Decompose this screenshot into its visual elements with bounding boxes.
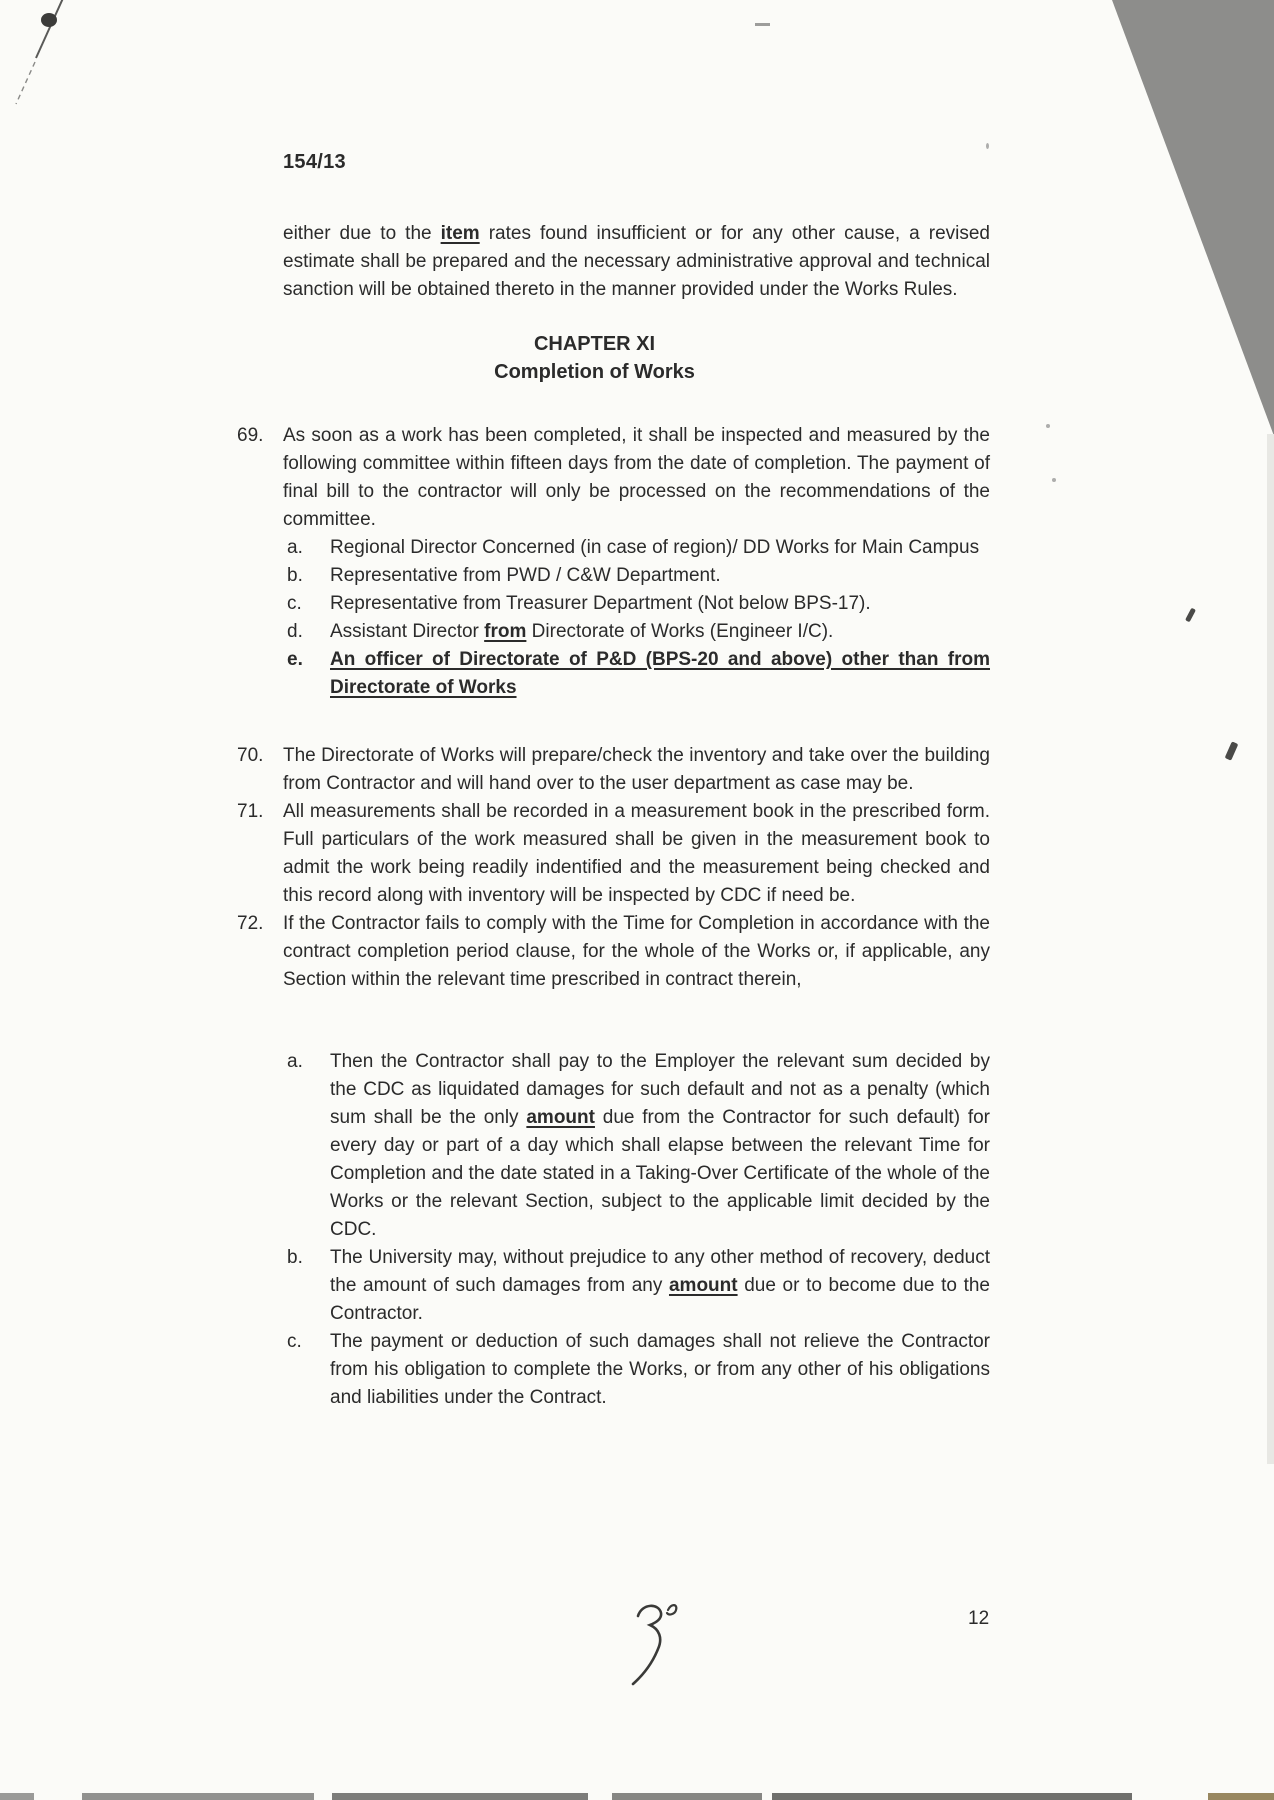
scan-bottom-strip [612,1793,762,1800]
scan-edge-mark [1225,741,1239,760]
intro-emphasis: item [440,223,480,244]
sub-text [330,1048,990,1244]
sub-letter: b. [287,1247,303,1268]
clause-number: 70. [237,745,264,766]
sub-text-part: Assistant Director [330,621,485,642]
clause-69-sub-d [287,618,990,646]
scan-speck [1046,424,1050,428]
clause-number: 71. [237,801,264,822]
sub-text-emphasis: An officer of Directorate of P&D (BPS-20 and above) other than from Directorate of Works [330,649,990,698]
sub-text [330,618,990,646]
clause-69-sub-a [287,534,990,562]
clause-body [283,798,990,910]
sub-letter: d. [287,621,303,642]
sub-letter: c. [287,593,302,614]
clause-72 [237,910,990,1412]
scan-bottom-strip [772,1793,1132,1800]
sub-text-emphasis: from [484,621,527,642]
sub-letter: b. [287,565,303,586]
sub-letter: a. [287,1051,303,1072]
sub-text-part: due or to become due to the Contractor. [330,1275,991,1324]
sub-text: The payment or deduction of such damages shall not relieve the Contractor from his obligation to complete the Works, or from any other of his obligations and liabilities under the Contract. [330,1331,990,1408]
scan-bottom-strip [82,1793,314,1800]
clause-body [283,742,990,798]
sub-letter: c. [287,1331,302,1352]
sub-letter: a. [287,537,303,558]
sub-text [330,646,990,702]
clause-text: As soon as a work has been completed, it shall be inspected and measured by the following committee within fifteen days from the date of completion. The payment of final bill to the contractor will only be processed on the recommendations of the committee. [283,425,990,530]
scan-bottom-strip [1208,1793,1274,1800]
intro-text: rates found insufficient or for any other cause, a revised estimate shall be prepared and the necessary administrative approval and technical sanction will be obtained thereto in the manner provided under the Works Rules. [283,223,990,300]
clause-71 [237,798,990,910]
clause-69 [237,422,990,702]
scan-bottom-strip [332,1793,588,1800]
scan-bottom-strip [0,1793,34,1800]
sub-text-part: The University may, without prejudice to any other method of recovery, deduct the amount of such damages from any [330,1247,990,1296]
clause-69-sub-e [287,646,990,702]
scan-speck [1052,478,1056,482]
clause-72-sub-b [287,1244,990,1328]
clause-text: All measurements shall be recorded in a measurement book in the prescribed form. Full particulars of the work measured shall be given in the measurement book to admit the work being readily indentified and the measurement being checked and this record along with inventory will be inspected by CDC if need be. [283,801,990,906]
clause-number: 72. [237,913,264,934]
sub-text [330,1244,990,1328]
document-ref-number: 154/13 [283,151,346,173]
clause-text: If the Contractor fails to comply with the Time for Completion in accordance with the contract completion period clause, for the whole of the Works or, if applicable, any Section within the relevant time prescribed in contract therein, [283,913,990,990]
scan-edge-strip [1267,434,1274,1464]
scan-corner-shadow [1108,0,1274,436]
chapter-subtitle: Completion of Works [494,361,695,383]
sub-text: Representative from PWD / C&W Department. [330,565,721,586]
scan-dash-mark [755,23,770,26]
clause-69-sub-b [287,562,990,590]
clause-72-sub-c [287,1328,990,1412]
clause-body [283,910,990,1412]
clause-text: The Directorate of Works will prepare/check the inventory and take over the building from Contractor and will hand over to the user department as case may be. [283,745,990,794]
intro-text: either due to the [283,223,441,244]
sub-text-part: Then the Contractor shall pay to the Employer the relevant sum decided by the CDC as liquidated damages for such default and not as a penalty (which sum shall be the only [330,1051,990,1128]
document-body [237,148,990,1412]
chapter-heading-block [241,330,948,386]
handwritten-mark [630,1600,700,1700]
sub-text: Representative from Treasurer Department (Not below BPS-17). [330,593,871,614]
sub-text-emphasis: amount [668,1275,738,1296]
sub-letter: e. [287,649,303,670]
clause-72-sub-a [287,1048,990,1244]
sub-text-part: due from the Contractor for such default) for every day or part of a day which shall elapse between the relevant Time for Completion and the date stated in a Taking-Over Certificate of the whole of the Works or the relevant Section, subject to the applicable limit decided by the CDC. [330,1107,991,1240]
sub-text-emphasis: amount [526,1107,595,1128]
page-number: 12 [968,1608,990,1629]
pen-slash-mark [8,0,88,120]
clause-number: 69. [237,425,264,446]
sub-text-part: Directorate of Works (Engineer I/C). [526,621,834,642]
sub-text: Regional Director Concerned (in case of region)/ DD Works for Main Campus [330,537,980,558]
clause-69-sub-c [287,590,990,618]
scan-edge-mark [1185,608,1196,623]
clause-body [283,422,990,702]
intro-paragraph [283,220,990,304]
chapter-title: CHAPTER XI [533,333,656,355]
clause-70 [237,742,990,798]
